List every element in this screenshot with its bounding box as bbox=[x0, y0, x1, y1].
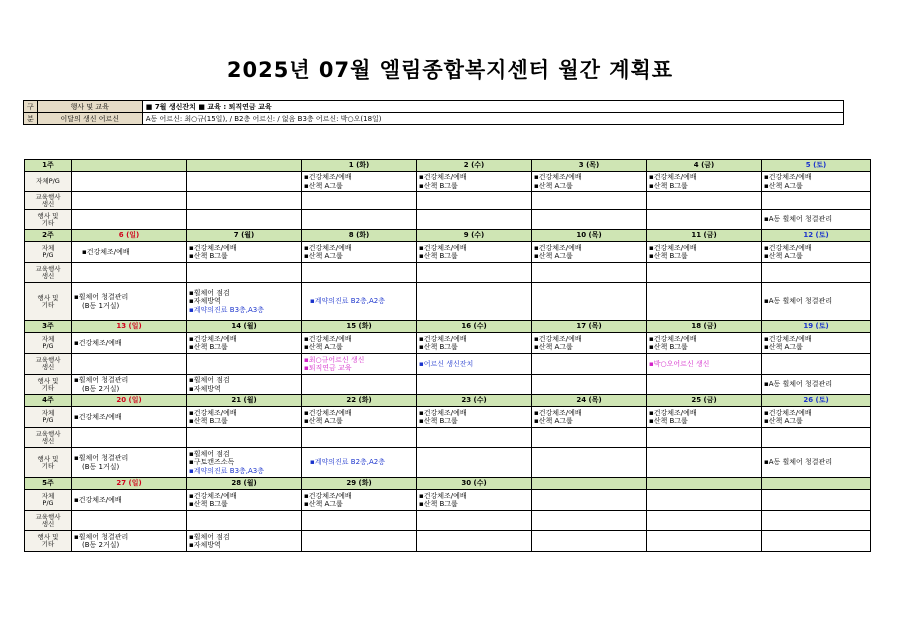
day-header: 22 (화) bbox=[302, 395, 417, 407]
week-header-row bbox=[25, 160, 871, 172]
cell-item: ▪산책 A그룹 bbox=[304, 417, 343, 425]
day-header: 5 (토) bbox=[762, 160, 871, 172]
cell-item: ▪산책 B그룹 bbox=[419, 181, 458, 190]
birthday-text: A동 어르신: 최○규(15일), / B2층 어르신: / 없음 B3층 어르신: 박○오(18일) bbox=[142, 113, 843, 125]
row-label: 자체P/G bbox=[25, 172, 72, 192]
day-header: 11 (금) bbox=[647, 230, 762, 242]
cell-item: ▪건강체조/예배 bbox=[189, 408, 237, 417]
cell-item: ▪최○규어르신 생신 bbox=[304, 355, 365, 364]
cell-item: (B동 2거실) bbox=[82, 541, 120, 549]
row-label: 행사 및 기타 bbox=[25, 210, 72, 230]
cell-item: ▪산책 A그룹 bbox=[764, 417, 803, 425]
row-label: 교육행사 생신 bbox=[25, 511, 72, 531]
cell-item: ▪휠체어 점검 bbox=[189, 288, 230, 297]
day-header: 7 (월) bbox=[187, 230, 302, 242]
day-header bbox=[647, 478, 762, 490]
cell-item: ▪건강체조/예배 bbox=[304, 334, 352, 343]
cell-item: ▪건강체조/예배 bbox=[419, 334, 467, 343]
day-header bbox=[72, 160, 187, 172]
cell-item: ▪산책 B그룹 bbox=[189, 417, 228, 425]
week-label: 5주 bbox=[25, 478, 72, 490]
day-header: 30 (수) bbox=[417, 478, 532, 490]
week-header-row bbox=[25, 230, 871, 242]
cell-item: ▪박○오어르신 생신 bbox=[649, 359, 710, 368]
etc-row bbox=[25, 531, 871, 552]
birthday-label: 이달의 생신 어르신 bbox=[37, 113, 142, 125]
cell-item: ▪산책 A그룹 bbox=[764, 181, 803, 190]
cell-item: ▪산책 A그룹 bbox=[764, 252, 803, 260]
cell-item: ▪건강체조/예배 bbox=[649, 408, 697, 417]
cell-item: ▪건강체조/예배 bbox=[419, 243, 467, 252]
day-header: 6 (일) bbox=[72, 230, 187, 242]
edu-row bbox=[25, 354, 871, 375]
pg-row bbox=[25, 490, 871, 511]
pg-row bbox=[25, 242, 871, 263]
day-header bbox=[187, 160, 302, 172]
day-header: 14 (월) bbox=[187, 321, 302, 333]
cell-item: ▪계약의진료 B2층,A2층 bbox=[310, 297, 386, 306]
cell-item: ▪휠체어 청결관리 bbox=[74, 376, 129, 384]
row-label: 행사 및 기타 bbox=[25, 283, 72, 321]
cell-item: ▪A동 휠체어 청결관리 bbox=[764, 297, 833, 306]
cell-item: ▪건강체조/예배 bbox=[74, 495, 122, 504]
cell-item: ▪산책 B그룹 bbox=[189, 500, 228, 508]
week-header-row bbox=[25, 395, 871, 407]
cell-item: ▪산책 B그룹 bbox=[649, 417, 688, 425]
cell-item: ▪건강체조/예배 bbox=[764, 334, 812, 343]
cell-item: (B동 1거실) bbox=[82, 301, 120, 310]
cell-item: ▪산책 A그룹 bbox=[764, 343, 803, 351]
row-label: 교육행사 생신 bbox=[25, 428, 72, 448]
row-label: 행사 및 기타 bbox=[25, 448, 72, 478]
cell-item: ▪계약의진료 B3층,A3층 bbox=[189, 305, 265, 314]
day-header: 9 (수) bbox=[417, 230, 532, 242]
day-header: 26 (토) bbox=[762, 395, 871, 407]
day-header: 18 (금) bbox=[647, 321, 762, 333]
events-text: ■ 7월 생신잔치 ■ 교육 : 퇴직연금 교육 bbox=[142, 101, 843, 113]
week-header-row bbox=[25, 321, 871, 333]
cell-item: ▪휠체어 점검 bbox=[189, 449, 230, 458]
cell-item: ▪산책 B그룹 bbox=[419, 252, 458, 260]
day-header: 28 (월) bbox=[187, 478, 302, 490]
cell-item: ▪산책 B그룹 bbox=[419, 417, 458, 425]
cell-item: ▪건강체조/예배 bbox=[534, 243, 582, 252]
cell-item: ▪산책 A그룹 bbox=[534, 252, 573, 260]
cell-item: ▪건강체조/예배 bbox=[534, 408, 582, 417]
day-header: 1 (화) bbox=[302, 160, 417, 172]
etc-row bbox=[25, 448, 871, 478]
cell-item: ▪산책 B그룹 bbox=[649, 181, 688, 190]
day-header: 27 (일) bbox=[72, 478, 187, 490]
cell-item: ▪건강체조/예배 bbox=[764, 173, 812, 181]
row-label: 자체 P/G bbox=[25, 407, 72, 428]
day-header: 3 (목) bbox=[532, 160, 647, 172]
cell-item: ▪건강체조/예배 bbox=[304, 243, 352, 252]
etc-row bbox=[25, 375, 871, 395]
day-header: 20 (일) bbox=[72, 395, 187, 407]
cell-item: ▪건강체조/예배 bbox=[764, 243, 812, 252]
day-header: 19 (토) bbox=[762, 321, 871, 333]
cell-item: ▪건강체조/예배 bbox=[534, 334, 582, 343]
cell-item: ▪건강체조/예배 bbox=[419, 173, 467, 181]
cell-item: ▪건강체조/예배 bbox=[304, 173, 352, 181]
cell-item: ▪휠체어 청결관리 bbox=[74, 293, 129, 301]
cell-item: ▪퇴직연금 교육 bbox=[304, 364, 352, 372]
cell-item: ▪산책 B그룹 bbox=[419, 343, 458, 351]
summary-table bbox=[23, 100, 844, 125]
week-header-row bbox=[25, 478, 871, 490]
row-label: 행사 및 기타 bbox=[25, 375, 72, 395]
pg-row bbox=[25, 172, 871, 192]
cell-item: ▪건강체조/예배 bbox=[74, 338, 122, 347]
cell-item: ▪A동 휠체어 청결관리 bbox=[764, 458, 833, 467]
cell-item: ▪산책 B그룹 bbox=[189, 252, 228, 260]
row-label: 교육행사 생신 bbox=[25, 354, 72, 375]
cell-item: ▪건강체조/예배 bbox=[189, 491, 237, 500]
cell-item: ▪건강체조/예배 bbox=[419, 491, 467, 500]
cell-item: ▪휠체어 점검 bbox=[189, 532, 230, 541]
cell-item: ▪산책 B그룹 bbox=[419, 500, 458, 508]
day-header: 16 (수) bbox=[417, 321, 532, 333]
cell-item: ▪산책 A그룹 bbox=[534, 343, 573, 351]
edu-row bbox=[25, 192, 871, 210]
cell-item: ▪산책 A그룹 bbox=[304, 343, 343, 351]
day-header: 12 (토) bbox=[762, 230, 871, 242]
cell-item: ▪산책 A그룹 bbox=[304, 252, 343, 260]
cell-item: ▪건강체조/예배 bbox=[764, 408, 812, 417]
cell-item: ▪어르신 생신잔치 bbox=[419, 359, 474, 368]
gu-cell: 구 bbox=[24, 101, 38, 113]
day-header: 17 (목) bbox=[532, 321, 647, 333]
cell-item: ▪산책 A그룹 bbox=[304, 181, 343, 190]
cell-item: ▪산책 B그룹 bbox=[649, 252, 688, 260]
day-header bbox=[762, 478, 871, 490]
day-header: 2 (수) bbox=[417, 160, 532, 172]
edu-row bbox=[25, 511, 871, 531]
calendar-table bbox=[24, 159, 871, 552]
cell-item: ▪산책 A그룹 bbox=[304, 500, 343, 508]
day-header: 10 (목) bbox=[532, 230, 647, 242]
day-header: 21 (월) bbox=[187, 395, 302, 407]
cell-item: ▪계약의진료 B2층,A2층 bbox=[310, 458, 386, 467]
cell-item: ▪건강체조/예배 bbox=[189, 334, 237, 343]
row-label: 자체 P/G bbox=[25, 490, 72, 511]
cell-item: ▪휠체어 청결관리 bbox=[74, 532, 129, 541]
cell-item: ▪A동 휠체어 청결관리 bbox=[764, 215, 833, 224]
cell-item: ▪A동 휠체어 청결관리 bbox=[764, 380, 833, 389]
cell-item: ▪자체방역 bbox=[189, 384, 221, 393]
row-label: 행사 및 기타 bbox=[25, 531, 72, 552]
cell-item: ▪건강체조/예배 bbox=[74, 412, 122, 421]
cell-item: ▪계약의진료 B3층,A3층 bbox=[189, 466, 265, 475]
etc-row bbox=[25, 283, 871, 321]
cell-item: ▪건강체조/예배 bbox=[649, 173, 697, 181]
day-header bbox=[532, 478, 647, 490]
day-header: 29 (화) bbox=[302, 478, 417, 490]
cell-item: ▪산책 A그룹 bbox=[534, 181, 573, 190]
cell-item: ▪산책 A그룹 bbox=[534, 417, 573, 425]
day-header: 13 (일) bbox=[72, 321, 187, 333]
etc-row bbox=[25, 210, 871, 230]
week-label: 4주 bbox=[25, 395, 72, 407]
week-label: 2주 bbox=[25, 230, 72, 242]
page-title: 2025년 07월 엘림종합복지센터 월간 계획표 bbox=[226, 58, 674, 82]
cell-item: ▪자체방역 bbox=[189, 541, 221, 549]
pg-row bbox=[25, 407, 871, 428]
cell-item: (B동 2거실) bbox=[82, 384, 120, 393]
day-header: 23 (수) bbox=[417, 395, 532, 407]
cell-item: ▪건강체조/예배 bbox=[534, 173, 582, 181]
day-header: 4 (금) bbox=[647, 160, 762, 172]
cell-item: ▪휠체어 청결관리 bbox=[74, 454, 129, 462]
week-label: 3주 bbox=[25, 321, 72, 333]
cell-item: ▪휠체어 점검 bbox=[189, 376, 230, 384]
pg-row bbox=[25, 333, 871, 354]
cell-item: ▪건강체조/예배 bbox=[304, 408, 352, 417]
day-header: 25 (금) bbox=[647, 395, 762, 407]
edu-row bbox=[25, 428, 871, 448]
cell-item: ▪건강체조/예배 bbox=[82, 247, 130, 256]
row-label: 교육행사 생신 bbox=[25, 192, 72, 210]
week-label: 1주 bbox=[25, 160, 72, 172]
cell-item: (B동 1거실) bbox=[82, 462, 120, 471]
row-label: 교육행사 생신 bbox=[25, 263, 72, 283]
cell-item: ▪구토캔즈소독 bbox=[189, 458, 235, 467]
row-label: 자체 P/G bbox=[25, 242, 72, 263]
day-header: 15 (화) bbox=[302, 321, 417, 333]
cell-item: ▪건강체조/예배 bbox=[189, 243, 237, 252]
cell-item: ▪건강체조/예배 bbox=[304, 491, 352, 500]
day-header: 8 (화) bbox=[302, 230, 417, 242]
cell-item: ▪건강체조/예배 bbox=[419, 408, 467, 417]
bun-cell: 분 bbox=[24, 113, 38, 125]
cell-item: ▪산책 B그룹 bbox=[189, 343, 228, 351]
day-header: 24 (목) bbox=[532, 395, 647, 407]
row-label: 자체 P/G bbox=[25, 333, 72, 354]
cell-item: ▪건강체조/예배 bbox=[649, 334, 697, 343]
cell-item: ▪산책 B그룹 bbox=[649, 343, 688, 351]
cell-item: ▪자체방역 bbox=[189, 297, 221, 306]
events-label: 행사 및 교육 bbox=[37, 101, 142, 113]
edu-row bbox=[25, 263, 871, 283]
cell-item: ▪건강체조/예배 bbox=[649, 243, 697, 252]
